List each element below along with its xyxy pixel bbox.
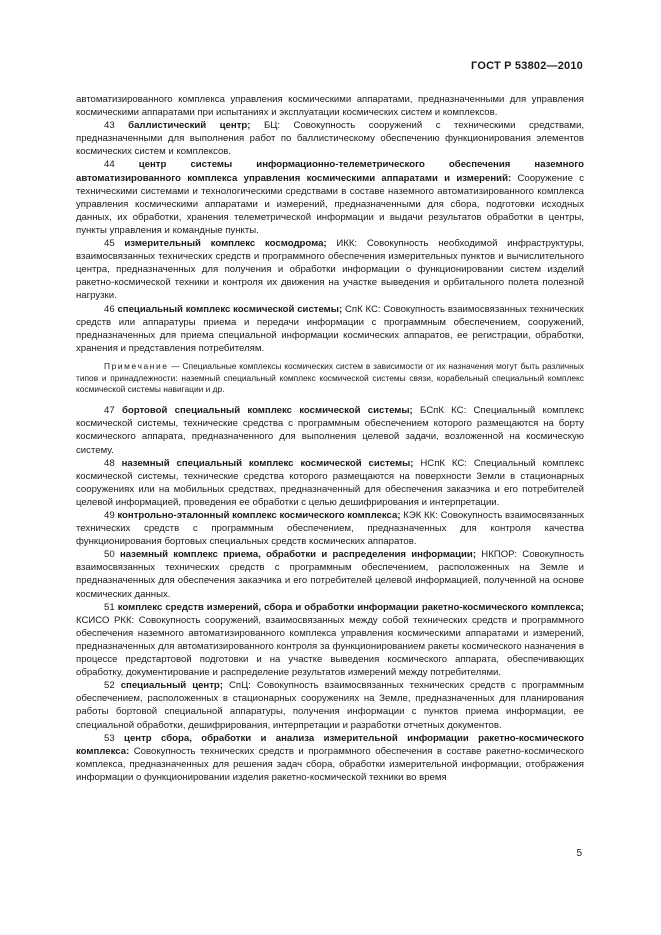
intro-paragraph: автоматизированного комплекса управления космическими аппаратами, предназначенными для управления космическими аппаратами при испытаниях и эксплуатации космических систем и комплексов.: [76, 94, 584, 119]
entry-definition: НСпК КС: Специальный комплекс космической системы, технические средства которого размещаются на поверхности Земли в стационарных сооружениях или на мобильных средствах, предназначенный для обеспечения заказчика и его потребителей целевой информацией, проведения ее обработки с целью дешифрирования и интерпретации.: [76, 457, 584, 508]
entry-number: 45: [104, 238, 115, 250]
definition-entry: [76, 457, 584, 509]
note-text: Специальные комплексы космических систем в зависимости от их назначения могут быть различных типов и принадлежности: наземный специальный комплекс космической системы связи, корабельный специальный комплекс космической системы навигации и др.: [76, 360, 584, 395]
page-number: 5: [576, 848, 582, 859]
entry-term: наземный специальный комплекс космической системы;: [121, 457, 414, 469]
definition-entry: [76, 679, 584, 731]
entry-definition: СпЦ: Совокупность взаимосвязанных технических средств с программным обеспечением, расположенных в стационарных сооружениях на Земле, предназначенных для планирования работы бортовой специальной аппаратуры, получения информации с пунктов приема информации, ее специальной обработки, дешифрирования, интерпретации и разработки отчетных документов.: [76, 680, 585, 731]
entry-definition: БЦ: Совокупность сооружений с техническими средствами, предназначенными для выполнения работ по баллистическому обеспечению функционирования элементов космических систем и комплексов.: [76, 120, 584, 158]
entry-definition: ИКК: Совокупность необходимой инфраструктуры, взаимосвязанных технических средств и программного обеспечения измерительных пунктов и вычислительного центра, предназначенных для получения и обработки информации о функционировании систем изделий ракетно-космической техники и контроля их движения на участке выведения и орбитального полета полезной нагрузки.: [76, 238, 585, 302]
standard-header: ГОСТ Р 53802—2010: [471, 60, 583, 72]
entry-term: бортовой специальный комплекс космической системы;: [121, 405, 413, 417]
entry-number: 43: [104, 120, 115, 132]
entry-number: 50: [104, 549, 115, 561]
note-label: Примечание: [104, 360, 169, 371]
entry-term: баллистический центр;: [128, 120, 251, 132]
entry-definition: КЭК КК: Совокупность взаимосвязанных технических средств с программным обеспечением, предназначенных для контроля качества функционирования бортовых специальных средств космических аппаратов.: [76, 510, 584, 548]
entry-number: 46: [104, 303, 115, 315]
entry-term: центр системы информационно-телеметрического обеспечения наземного автоматизированного комплекса управления космическими аппаратами и измерений:: [76, 159, 584, 184]
entry-term: контрольно-эталонный комплекс космического комплекса;: [117, 510, 401, 522]
entry-term: специальный комплекс космической системы;: [117, 303, 343, 315]
entries-after-note: [76, 404, 584, 784]
entry-number: 48: [104, 457, 115, 469]
entry-definition: Совокупность технических средств и программного обеспечения в составе ракетно-космического комплекса, предназначенных для решения задач сбора, обработки измерительной информации, отображения информации о функционировании изделия ракетно-космической техники во время: [76, 745, 584, 783]
entry-term: наземный комплекс приема, обработки и распределения информации;: [119, 549, 477, 561]
definition-entry: [76, 601, 584, 680]
definition-entry: [76, 158, 584, 237]
definition-entry: [76, 237, 584, 302]
definition-entry: [76, 303, 584, 355]
document-body: [76, 93, 584, 784]
definition-entry: [76, 732, 584, 784]
definition-entry: [76, 404, 584, 456]
entry-definition: КСИСО РКК: Совокупность сооружений, взаимосвязанных между собой технических средств и программного обеспечения наземного автоматизированного комплекса управления космическими аппаратами и измерений, предназначенных для автоматизированного контроля за функционированием ракеты космического назначения в процессе предстартовой подготовки и на участке выведения космического аппарата, обеспечивающих обработку, документирование и распределение результатов измерений между потребителями.: [76, 614, 584, 679]
entry-number: 47: [104, 405, 115, 417]
entry-term: центр сбора, обработки и анализа измерительной информации ракетно-космического комплекса:: [76, 732, 584, 757]
entry-term: комплекс средств измерений, сбора и обработки информации ракетно-космического комплекса;: [117, 601, 584, 613]
entries-before-note: [76, 119, 584, 355]
definition-entry: [76, 119, 584, 158]
definition-entry: [76, 509, 584, 548]
entry-definition: Сооружение с техническими системами и технологическими средствами в составе наземного автоматизированного комплекса управления космическими аппаратами и измерений, предназначенными для сбора, подготовки исходных данных, их обработки, хранения телеметрической информации и выдачи результатов обработки в центры, пункты управления и командные пункты.: [76, 172, 584, 236]
entry-definition: БСпК КС: Специальный комплекс космической системы, технические средства с программным обеспечением которого размещаются на борту космического аппарата, предназначенного для выполнения целевой задачи, возложенной на космическую систему.: [76, 405, 585, 456]
entry-number: 49: [104, 510, 115, 522]
note-paragraph: [76, 361, 584, 396]
entry-number: 44: [104, 159, 115, 171]
note-dash: —: [168, 360, 183, 371]
entry-definition: СпК КС: Совокупность взаимосвязанных технических средств или аппаратуры приема и передачи информации с программным обеспечением, сооружений, предназначенных для приема специальной информации космических аппаратов, ее регистрации, обработки, хранения и представления потребителям.: [76, 303, 584, 354]
entry-number: 51: [104, 601, 115, 613]
entry-term: измерительный комплекс космодрома;: [124, 238, 327, 250]
entry-definition: НКПОР: Совокупность взаимосвязанных технических средств с программным обеспечением, расположенных на Земле и предназначенных для обеспечения заказчика и его потребителей целевой информацией, полученной на основе космических данных.: [76, 549, 584, 600]
definition-entry: [76, 548, 584, 600]
entry-term: специальный центр;: [120, 680, 223, 692]
entry-number: 53: [104, 732, 115, 744]
entry-number: 52: [104, 680, 115, 692]
